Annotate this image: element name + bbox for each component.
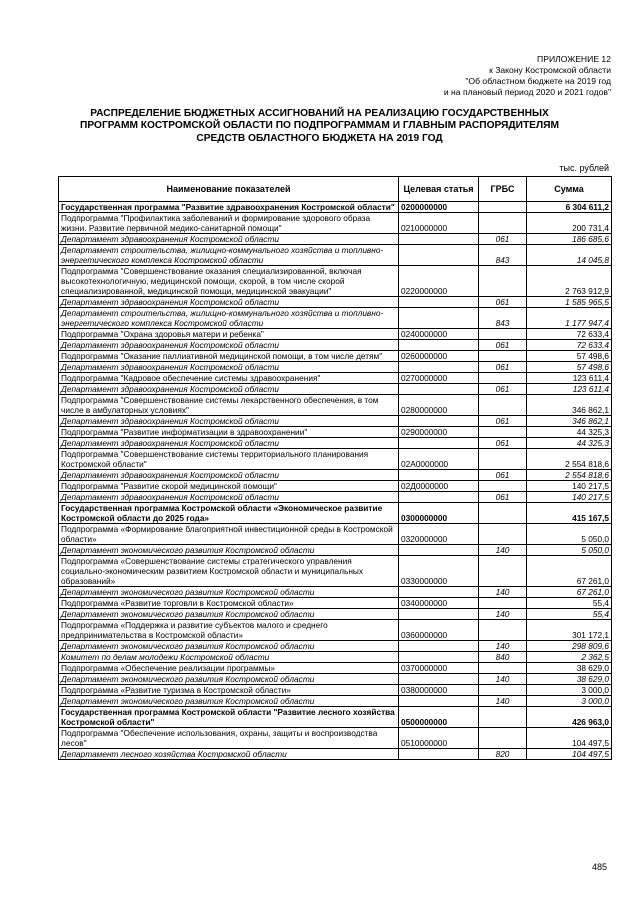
cell-target-code: 0220000000 xyxy=(399,266,479,297)
title-line: СРЕДСТВ ОБЛАСТНОГО БЮДЖЕТА НА 2019 ГОД xyxy=(196,132,443,144)
cell-grbs xyxy=(479,503,527,524)
budget-table xyxy=(58,176,612,760)
cell-name: Департамент здравоохранения Костромской области xyxy=(59,438,399,449)
column-header-code: Целевая статья xyxy=(399,177,479,202)
cell-sum: 38 629,0 xyxy=(527,663,612,674)
cell-grbs xyxy=(479,202,527,213)
cell-name: Подпрограмма «Поддержка и развитие субъектов малого и среднего предпринимательства в Костромской области» xyxy=(59,620,399,641)
cell-grbs: 140 xyxy=(479,609,527,620)
cell-name: Подпрограмма "Совершенствование оказания специализированной, включая высокотехнологичную, медицинской помощи, скорой, в том числе скорой специализированной, медицинской помощи, медицинской эвакуации" xyxy=(59,266,399,297)
document-title xyxy=(40,108,599,145)
cell-grbs xyxy=(479,663,527,674)
cell-target-code xyxy=(399,297,479,308)
cell-grbs: 140 xyxy=(479,545,527,556)
title-line: РАСПРЕДЕЛЕНИЕ БЮДЖЕТНЫХ АССИГНОВАНИЙ НА РЕАЛИЗАЦИЮ ГОСУДАРСТВЕННЫХ xyxy=(90,108,549,119)
cell-sum: 298 809,6 xyxy=(527,641,612,652)
cell-target-code: 0380000000 xyxy=(399,685,479,696)
table-row xyxy=(59,620,612,641)
appendix-line: "Об областном бюджете на 2019 год xyxy=(465,76,611,86)
cell-sum: 72 633,4 xyxy=(527,340,612,351)
cell-grbs xyxy=(479,373,527,384)
table-row xyxy=(59,609,612,620)
column-header-grbs: ГРБС xyxy=(479,177,527,202)
cell-target-code xyxy=(399,384,479,395)
cell-target-code: 0280000000 xyxy=(399,395,479,416)
cell-target-code xyxy=(399,749,479,760)
cell-grbs: 820 xyxy=(479,749,527,760)
cell-grbs xyxy=(479,427,527,438)
cell-name: Подпрограмма "Развитие информатизации в здравоохранении" xyxy=(59,427,399,438)
cell-grbs xyxy=(479,598,527,609)
cell-name: Подпрограмма "Профилактика заболеваний и формирование здорового образа жизни. Развитие первичной медико-санитарной помощи" xyxy=(59,213,399,234)
table-row xyxy=(59,266,612,297)
table-body xyxy=(59,202,612,760)
cell-name: Подпрограмма "Кадровое обеспечение системы здравоохранения" xyxy=(59,373,399,384)
table-header-row xyxy=(59,177,612,202)
cell-grbs xyxy=(479,620,527,641)
table-row xyxy=(59,329,612,340)
appendix-line: и на плановый период 2020 и 2021 годов" xyxy=(443,87,611,97)
cell-grbs: 140 xyxy=(479,696,527,707)
cell-target-code xyxy=(399,545,479,556)
cell-sum: 3 000,0 xyxy=(527,696,612,707)
cell-sum: 426 963,0 xyxy=(527,707,612,728)
column-header-sum: Сумма xyxy=(527,177,612,202)
cell-sum: 415 167,5 xyxy=(527,503,612,524)
table-row xyxy=(59,373,612,384)
cell-grbs: 061 xyxy=(479,416,527,427)
cell-grbs xyxy=(479,524,527,545)
cell-sum: 67 261,0 xyxy=(527,556,612,587)
cell-sum: 57 498,6 xyxy=(527,362,612,373)
cell-sum: 2 763 912,9 xyxy=(527,266,612,297)
cell-target-code xyxy=(399,362,479,373)
cell-target-code xyxy=(399,340,479,351)
cell-grbs xyxy=(479,395,527,416)
cell-name: Государственная программа Костромской области "Развитие лесного хозяйства Костромской области" xyxy=(59,707,399,728)
cell-target-code xyxy=(399,587,479,598)
cell-name: Департамент экономического развития Костромской области xyxy=(59,587,399,598)
cell-target-code: 0340000000 xyxy=(399,598,479,609)
table-row xyxy=(59,674,612,685)
table-row xyxy=(59,545,612,556)
cell-grbs xyxy=(479,481,527,492)
cell-grbs: 061 xyxy=(479,340,527,351)
cell-name: Подпрограмма «Формирование благоприятной инвестиционной среды в Костромской области» xyxy=(59,524,399,545)
cell-name: Департамент здравоохранения Костромской области xyxy=(59,297,399,308)
title-line: ПРОГРАММ КОСТРОМСКОЙ ОБЛАСТИ ПО ПОДПРОГРАММАМ И ГЛАВНЫМ РАСПОРЯДИТЕЛЯМ xyxy=(80,120,559,132)
table-row xyxy=(59,556,612,587)
cell-sum: 2 554 818,6 xyxy=(527,449,612,470)
cell-name: Подпрограмма «Совершенствование системы стратегического управления социально-экономическим развитием Костромской области и муниципальных образований» xyxy=(59,556,399,587)
page-number: 485 xyxy=(591,862,607,872)
cell-grbs: 061 xyxy=(479,384,527,395)
cell-target-code xyxy=(399,308,479,329)
cell-sum: 55,4 xyxy=(527,598,612,609)
cell-sum: 38 629,0 xyxy=(527,674,612,685)
table-row xyxy=(59,362,612,373)
table-row xyxy=(59,438,612,449)
cell-grbs xyxy=(479,266,527,297)
cell-sum: 55,4 xyxy=(527,609,612,620)
cell-sum: 186 685,6 xyxy=(527,234,612,245)
cell-grbs xyxy=(479,449,527,470)
cell-grbs: 061 xyxy=(479,492,527,503)
cell-sum: 72 633,4 xyxy=(527,329,612,340)
table-row xyxy=(59,685,612,696)
table-row xyxy=(59,598,612,609)
cell-target-code xyxy=(399,696,479,707)
cell-grbs: 061 xyxy=(479,234,527,245)
cell-target-code: 0270000000 xyxy=(399,373,479,384)
cell-target-code: 0370000000 xyxy=(399,663,479,674)
cell-name: Подпрограмма «Обеспечение реализации программы» xyxy=(59,663,399,674)
table-row xyxy=(59,587,612,598)
cell-name: Департамент экономического развития Костромской области xyxy=(59,641,399,652)
cell-sum: 123 611,4 xyxy=(527,373,612,384)
cell-name: Департамент здравоохранения Костромской области xyxy=(59,416,399,427)
table-row xyxy=(59,652,612,663)
cell-target-code xyxy=(399,234,479,245)
table-row xyxy=(59,213,612,234)
cell-target-code: 02Д0000000 xyxy=(399,481,479,492)
cell-grbs xyxy=(479,213,527,234)
table-row xyxy=(59,492,612,503)
cell-target-code: 0500000000 xyxy=(399,707,479,728)
units-label: тыс. рублей xyxy=(559,163,609,173)
cell-sum: 14 045,8 xyxy=(527,245,612,266)
appendix-line: ПРИЛОЖЕНИЕ 12 xyxy=(537,54,611,64)
cell-sum: 44 325,3 xyxy=(527,427,612,438)
cell-sum: 346 862,1 xyxy=(527,395,612,416)
table-row xyxy=(59,297,612,308)
cell-sum: 5 050,0 xyxy=(527,545,612,556)
cell-name: Департамент лесного хозяйства Костромской области xyxy=(59,749,399,760)
table-row xyxy=(59,663,612,674)
cell-name: Подпрограмма «Развитие торговли в Костромской области» xyxy=(59,598,399,609)
cell-sum: 104 497,5 xyxy=(527,728,612,749)
table-row xyxy=(59,641,612,652)
cell-target-code xyxy=(399,438,479,449)
cell-name: Департамент экономического развития Костромской области xyxy=(59,674,399,685)
table-row xyxy=(59,416,612,427)
cell-grbs xyxy=(479,707,527,728)
cell-name: Государственная программа Костромской области «Экономическое развитие Костромской области до 2025 года» xyxy=(59,503,399,524)
cell-target-code: 0320000000 xyxy=(399,524,479,545)
cell-name: Департамент здравоохранения Костромской области xyxy=(59,234,399,245)
cell-name: Департамент экономического развития Костромской области xyxy=(59,696,399,707)
cell-sum: 104 497,5 xyxy=(527,749,612,760)
cell-target-code: 0300000000 xyxy=(399,503,479,524)
cell-sum: 57 498,6 xyxy=(527,351,612,362)
cell-target-code: 0200000000 xyxy=(399,202,479,213)
cell-grbs xyxy=(479,351,527,362)
cell-grbs xyxy=(479,556,527,587)
cell-grbs xyxy=(479,329,527,340)
table-row xyxy=(59,481,612,492)
table-row xyxy=(59,340,612,351)
table-row xyxy=(59,707,612,728)
cell-name: Департамент строительства, жилищно-коммунального хозяйства и топливно-энергетического комплекса Костромской области xyxy=(59,245,399,266)
cell-grbs: 140 xyxy=(479,674,527,685)
cell-grbs: 843 xyxy=(479,245,527,266)
cell-target-code xyxy=(399,492,479,503)
table-row xyxy=(59,728,612,749)
cell-target-code xyxy=(399,470,479,481)
table-row xyxy=(59,503,612,524)
cell-name: Департамент здравоохранения Костромской области xyxy=(59,384,399,395)
cell-sum: 5 050,0 xyxy=(527,524,612,545)
table-row xyxy=(59,202,612,213)
cell-sum: 1 177 947,4 xyxy=(527,308,612,329)
cell-name: Департамент здравоохранения Костромской области xyxy=(59,340,399,351)
cell-name: Департамент экономического развития Костромской области xyxy=(59,609,399,620)
cell-target-code: 0240000000 xyxy=(399,329,479,340)
cell-grbs: 061 xyxy=(479,438,527,449)
cell-target-code: 0210000000 xyxy=(399,213,479,234)
cell-name: Подпрограмма "Обеспечение использования, охраны, защиты и воспроизводства лесов" xyxy=(59,728,399,749)
cell-sum: 123 611,4 xyxy=(527,384,612,395)
column-header-name: Наименование показателей xyxy=(59,177,399,202)
cell-grbs: 061 xyxy=(479,297,527,308)
cell-sum: 44 325,3 xyxy=(527,438,612,449)
appendix-header xyxy=(444,54,611,98)
cell-name: Подпрограмма "Развитие скорой медицинской помощи" xyxy=(59,481,399,492)
cell-target-code xyxy=(399,416,479,427)
cell-sum: 140 217,5 xyxy=(527,492,612,503)
table-row xyxy=(59,245,612,266)
cell-grbs xyxy=(479,685,527,696)
table-row xyxy=(59,749,612,760)
cell-target-code xyxy=(399,245,479,266)
cell-name: Подпрограмма "Совершенствование системы территориального планирования Костромской области" xyxy=(59,449,399,470)
cell-target-code xyxy=(399,641,479,652)
cell-name: Департамент строительства, жилищно-коммунального хозяйства и топливно-энергетического комплекса Костромской области xyxy=(59,308,399,329)
table-row xyxy=(59,308,612,329)
cell-name: Комитет по делам молодежи Костромской области xyxy=(59,652,399,663)
table-row xyxy=(59,427,612,438)
cell-sum: 346 862,1 xyxy=(527,416,612,427)
cell-grbs: 843 xyxy=(479,308,527,329)
cell-target-code: 0360000000 xyxy=(399,620,479,641)
cell-sum: 6 304 611,2 xyxy=(527,202,612,213)
table-row xyxy=(59,449,612,470)
table-row xyxy=(59,395,612,416)
cell-target-code xyxy=(399,674,479,685)
cell-target-code: 0330000000 xyxy=(399,556,479,587)
cell-target-code xyxy=(399,609,479,620)
cell-name: Подпрограмма «Развитие туризма в Костромской области» xyxy=(59,685,399,696)
table-row xyxy=(59,384,612,395)
cell-name: Государственная программа "Развитие здравоохранения Костромской области" xyxy=(59,202,399,213)
cell-grbs: 840 xyxy=(479,652,527,663)
cell-grbs xyxy=(479,728,527,749)
cell-grbs: 140 xyxy=(479,641,527,652)
table-row xyxy=(59,470,612,481)
cell-sum: 2 362,5 xyxy=(527,652,612,663)
cell-name: Департамент здравоохранения Костромской области xyxy=(59,470,399,481)
cell-name: Подпрограмма "Охрана здоровья матери и ребенка" xyxy=(59,329,399,340)
table-row xyxy=(59,351,612,362)
cell-sum: 200 731,4 xyxy=(527,213,612,234)
cell-name: Подпрограмма "Оказание паллиативной медицинской помощи, в том числе детям" xyxy=(59,351,399,362)
cell-target-code: 0260000000 xyxy=(399,351,479,362)
table-row xyxy=(59,524,612,545)
cell-sum: 140 217,5 xyxy=(527,481,612,492)
cell-grbs: 140 xyxy=(479,587,527,598)
cell-name: Департамент экономического развития Костромской области xyxy=(59,545,399,556)
cell-target-code: 0290000000 xyxy=(399,427,479,438)
table-row xyxy=(59,234,612,245)
table-row xyxy=(59,696,612,707)
cell-sum: 67 261,0 xyxy=(527,587,612,598)
cell-grbs: 061 xyxy=(479,470,527,481)
cell-target-code: 0510000000 xyxy=(399,728,479,749)
cell-name: Департамент здравоохранения Костромской области xyxy=(59,492,399,503)
cell-target-code: 02А0000000 xyxy=(399,449,479,470)
cell-name: Департамент здравоохранения Костромской области xyxy=(59,362,399,373)
cell-name: Подпрограмма "Совершенствование системы лекарственного обеспечения, в том числе в амбулаторных условиях" xyxy=(59,395,399,416)
cell-sum: 2 554 818,6 xyxy=(527,470,612,481)
cell-grbs: 061 xyxy=(479,362,527,373)
cell-sum: 301 172,1 xyxy=(527,620,612,641)
cell-sum: 3 000,0 xyxy=(527,685,612,696)
cell-sum: 1 585 965,5 xyxy=(527,297,612,308)
cell-target-code xyxy=(399,652,479,663)
appendix-line: к Закону Костромской области xyxy=(489,65,611,75)
